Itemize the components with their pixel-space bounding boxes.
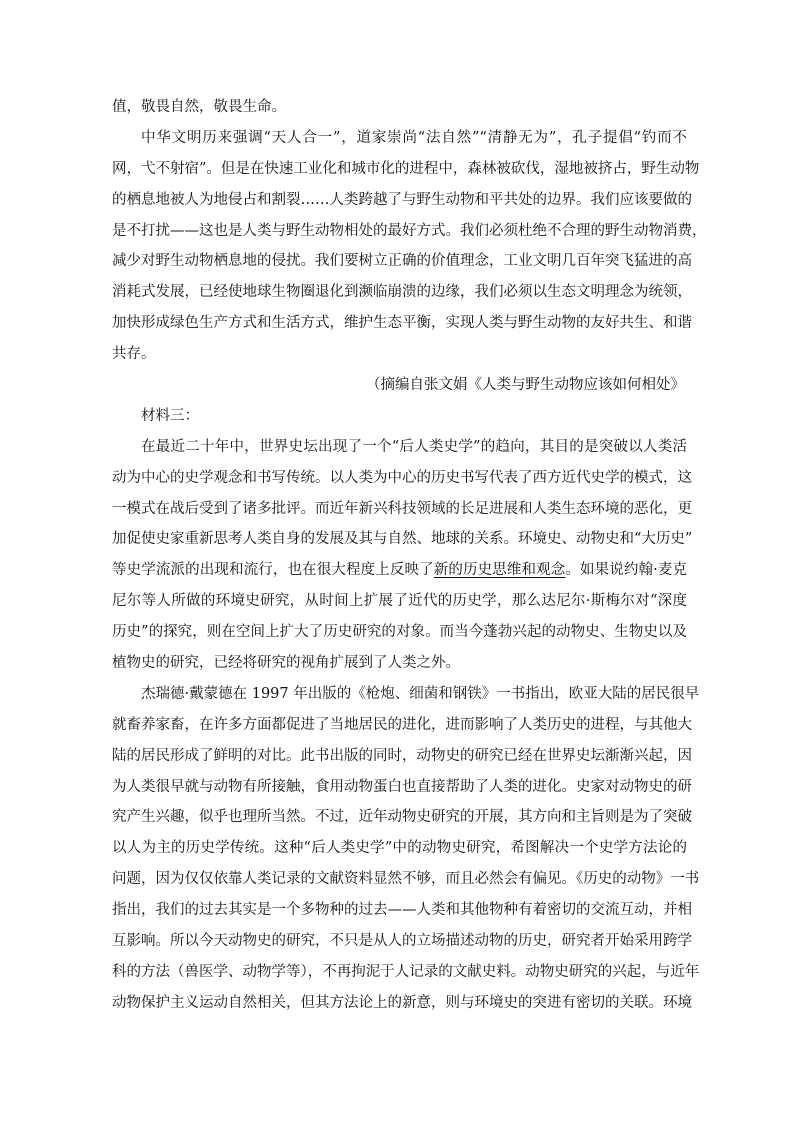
text-line: 加快形成绿色生产方式和生活方式，维护生态平衡，实现人类与野生动物的友好共生、和谐 bbox=[112, 315, 692, 332]
text-line: 消耗式发展，已经使地球生物圈退化到濒临崩溃的边缘，我们必须以生态文明理念为统领， bbox=[112, 284, 692, 301]
text-line bbox=[112, 555, 687, 586]
text-line: 究产生兴趣，似乎也理所当然。不过，近年动物史研究的开展，其方向和主旨则是为了突破 bbox=[112, 809, 692, 826]
text-line: 在最近二十年中，世界史坛出现了一个“后人类史学”的趋向，其目的是突破以人类活 bbox=[141, 438, 687, 455]
source-citation: （摘编自张文娟《人类与野生动物应该如何相处》 bbox=[366, 377, 685, 394]
text-line: 中华文明历来强调“天人合一”，道家崇尚“法自然”“清静无为”，孔子提倡“钓而不 bbox=[141, 129, 687, 146]
text-line: 网，弋不射宿”。但是在快速工业化和城市化的进程中，森林被砍伐，湿地被挤占，野生动物 bbox=[112, 160, 700, 177]
text-line: 值，敬畏自然，敬畏生命。 bbox=[112, 99, 286, 115]
text-line: 减少对野生动物栖息地的侵扰。我们要树立正确的价值理念，工业文明几百年突飞猛进的高 bbox=[112, 253, 692, 270]
text-line: 动为中心的史学观念和书写传统。以人类为中心的历史书写代表了西方近代史学的模式，这 bbox=[112, 469, 692, 486]
text-line: 就畜养家畜，在许多方面都促进了当地居民的进化，进而影响了人类历史的进程，与其他大 bbox=[112, 716, 692, 733]
text-line: 指出，我们的过去其实是一个多物种的过去——人类和其他物种有着密切的交流互动，并相 bbox=[112, 902, 692, 919]
text-line: 的栖息地被人为地侵占和割裂……人类跨越了与野生动物和平共处的边界。我们应该要做的 bbox=[112, 191, 692, 208]
text-segment: 等史学流派的出现和流行，也在很大程度上反映了 bbox=[112, 562, 434, 579]
text-line: 互影响。所以今天动物史的研究，不只是从人的立场描述动物的历史，研究者开始采用跨学 bbox=[112, 933, 692, 950]
underlined-phrase: 新的历史思维和观念 bbox=[433, 562, 566, 579]
text-segment: 。如果说约翰·麦克 bbox=[565, 562, 688, 579]
text-line: 以人为主的历史学传统。这种“后人类史学”中的动物史研究，希图解决一个史学方法论的 bbox=[112, 840, 687, 857]
text-line: 历史”的探究，则在空间上扩大了历史研究的对象。而当今蓬勃兴起的动物史、生物史以及 bbox=[112, 624, 687, 641]
text-line: 动物保护主义运动自然相关，但其方法论上的新意，则与环境史的突进有密切的关联。环境 bbox=[112, 994, 692, 1011]
section-heading: 材料三： bbox=[141, 407, 199, 424]
text-line: 尼尔等人所做的环境史研究，从时间上扩展了近代的历史学，那么达尼尔·斯梅尔对“深度 bbox=[112, 593, 687, 610]
document-page bbox=[112, 92, 707, 1019]
text-line: 共存。 bbox=[112, 346, 156, 363]
text-line: 一模式在战后受到了诸多批评。而近年新兴科技领域的长足进展和人类生态环境的恶化，更 bbox=[112, 500, 692, 517]
text-line: 是不打扰——这也是人类与野生动物相处的最好方式。我们必须杜绝不合理的野生动物消费， bbox=[112, 222, 707, 239]
text-line: 科的方法（兽医学、动物学等），不再拘泥于人记录的文献史料。动物史研究的兴起，与近年 bbox=[112, 963, 700, 980]
text-line: 为人类很早就与动物有所接触，食用动物蛋白也直接帮助了人类的进化。史家对动物史的研 bbox=[112, 778, 692, 795]
text-line: 植物史的研究，已经将研究的视角扩展到了人类之外。 bbox=[112, 655, 460, 672]
text-line: 问题，因为仅仅依靠人类记录的文献资料显然不够，而且必然会有偏见。《历史的动物》一书 bbox=[112, 871, 700, 888]
text-line: 加促使史家重新思考人类自身的发展及其与自然、地球的关系。环境史、动物史和“大历史” bbox=[112, 531, 693, 548]
text-line: 杰瑞德·戴蒙德在 1997 年出版的《枪炮、细菌和钢铁》一书指出，欧亚大陆的居民很早 bbox=[141, 685, 700, 702]
text-line: 陆的居民形成了鲜明的对比。此书出版的同时，动物史的研究已经在世界史坛渐渐兴起，因 bbox=[112, 747, 692, 764]
